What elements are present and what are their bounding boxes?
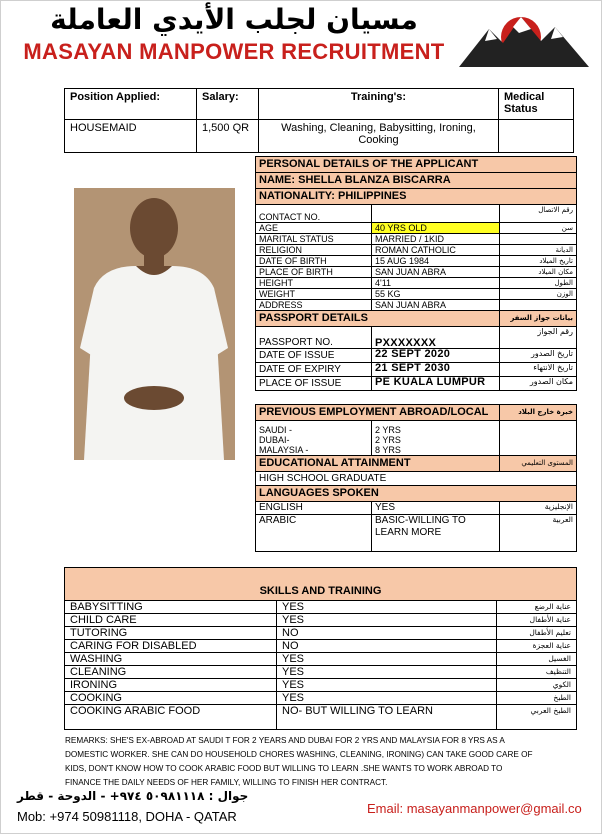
education-value: HIGH SCHOOL GRADUATE bbox=[256, 472, 577, 486]
employment-row: MALAYSIA - 8 YRS bbox=[256, 445, 577, 456]
employment-heading: PREVIOUS EMPLOYMENT ABROAD/LOCAL bbox=[256, 405, 500, 421]
details-table: PERSONAL DETAILS OF THE APPLICANT NAME: SHELLA BLANZA BISCARRA NATIONALITY: PHILIPPINES CONTACT NO. رقم الاتصال AGE 40 YRS OLD سن MARITAL STATUS MARRIED / 1KID RELIGION ROMAN CATHOLIC الديانة DATE OF BIRTH 15 AUG 1984 تاريخ الميلاد PLACE OF BIRTH SAN JUAN ABRA مكان الميلاد HEIGHT 4'11 الطول WEIGHT 55 KG الوزن ADDRESS SAN JUAN ABRA PASSPORT DETAILS بيانات جواز السفر PASSPORT NO. PXXXXXXX رقم الجواز DATE OF ISSUE 22 SEPT 2020 تاريخ الصدور DATE OF EXPIRY 21 SEPT 2030 تاريخ الانتهاء PLACE OF ISSUE PE KUALA LUMPUR مكان الصدور PREVIOUS EMPLOYMENT ABROAD/LOCAL خبرة خارج البلاد SAUDI - 2 YRS DUBAI- 2 YRS MALAYSIA - 8 YRS EDUCATIONAL ATTAINMENT المستوى التعليمي HIGH SCHOOL GRADUATE LANGUAGES SPOKEN ENGLISH YES الإنجليزية ARABIC BASIC-WILLING TO LEARN MORE العربية bbox=[255, 156, 577, 552]
education-heading: EDUCATIONAL ATTAINMENT bbox=[256, 456, 500, 472]
skill-row: BABYSITTING YES عناية الرضع bbox=[65, 601, 577, 614]
skills-table bbox=[64, 567, 577, 730]
passport-row: PASSPORT NO. PXXXXXXX رقم الجواز bbox=[256, 327, 577, 349]
skills-heading: SKILLS AND TRAINING bbox=[65, 568, 577, 601]
employment-row: SAUDI - 2 YRS bbox=[256, 421, 577, 436]
detail-row: CONTACT NO. رقم الاتصال bbox=[256, 205, 577, 223]
footer-contact-arabic: جوال : ٥٠٩٨١١١٨ ٩٧٤+ - الدوحة - قطر bbox=[17, 789, 249, 803]
applicant-photo bbox=[74, 188, 235, 460]
skill-row: COOKING YES الطبخ bbox=[65, 692, 577, 705]
detail-row: RELIGION ROMAN CATHOLIC الديانة bbox=[256, 245, 577, 256]
skill-row: TUTORING NO تعليم الأطفال bbox=[65, 627, 577, 640]
skill-row: WASHING YES الغسيل bbox=[65, 653, 577, 666]
passport-number: PXXXXXXX bbox=[372, 327, 500, 349]
age-highlight: 40 YRS OLD bbox=[372, 223, 500, 234]
detail-row: HEIGHT 4'11 الطول bbox=[256, 278, 577, 289]
personal-heading: PERSONAL DETAILS OF THE APPLICANT bbox=[256, 157, 577, 173]
agency-name-arabic: مسيان لجلب الأيدي العاملة bbox=[50, 3, 418, 36]
applicant-nationality: NATIONALITY: PHILIPPINES bbox=[256, 189, 577, 205]
footer-email: Email: masayanmanpower@gmail.co bbox=[367, 801, 582, 816]
agency-name: MASAYAN MANPOWER RECRUITMENT bbox=[23, 39, 445, 64]
footer-mobile: Mob: +974 50981118, DOHA - QATAR bbox=[17, 809, 237, 824]
medical-label: Medical Status bbox=[499, 89, 574, 120]
applicant-name: NAME: SHELLA BLANZA BISCARRA bbox=[256, 173, 577, 189]
skill-row: CARING FOR DISABLED NO عناية العجزة bbox=[65, 640, 577, 653]
mountain-logo-icon bbox=[459, 7, 589, 69]
languages-heading: LANGUAGES SPOKEN bbox=[256, 486, 577, 502]
language-row: ARABIC BASIC-WILLING TO LEARN MORE العربية bbox=[256, 515, 577, 552]
passport-row: DATE OF EXPIRY 21 SEPT 2030 تاريخ الانتهاء bbox=[256, 363, 577, 377]
detail-row: PLACE OF BIRTH SAN JUAN ABRA مكان الميلاد bbox=[256, 267, 577, 278]
position-table bbox=[64, 88, 574, 153]
detail-row: AGE 40 YRS OLD سن bbox=[256, 223, 577, 234]
skill-row: COOKING ARABIC FOOD NO- BUT WILLING TO LEARN الطبخ العربي bbox=[65, 705, 577, 730]
detail-row: WEIGHT 55 KG الوزن bbox=[256, 289, 577, 300]
training-value: Washing, Cleaning, Babysitting, Ironing, Cooking bbox=[259, 120, 499, 153]
detail-row: DATE OF BIRTH 15 AUG 1984 تاريخ الميلاد bbox=[256, 256, 577, 267]
training-label: Training's: bbox=[259, 89, 499, 120]
passport-heading: PASSPORT DETAILS bbox=[256, 311, 500, 327]
skill-row: CHILD CARE YES عناية الأطفال bbox=[65, 614, 577, 627]
salary-value: 1,500 QR bbox=[197, 120, 259, 153]
skill-row: IRONING YES الكوي bbox=[65, 679, 577, 692]
position-label: Position Applied: bbox=[65, 89, 197, 120]
remarks-text: REMARKS: SHE'S EX-ABROAD AT SAUDI T FOR 2 YEARS AND DUBAI FOR 2 YRS AND MALAYSIA FOR 8 YRS AS A DOMESTIC WORKER. SHE CAN DO HOUSEHOLD CHORES WASHING, CLEANING, IRONING) CAN TAKE GOOD CARE OF KIDS, DON'T KNOW HOW TO COOK ARABIC FOOD BUT WILLING TO LEARN .SHE WANTS TO WORK ABROAD TO FINANCE THE DAILY NEEDS OF HER FAMILY, WILLING TO FINISH HER CONTRACT. bbox=[65, 736, 533, 787]
position-value: HOUSEMAID bbox=[65, 120, 197, 153]
passport-row: PLACE OF ISSUE PE KUALA LUMPUR مكان الصدور bbox=[256, 377, 577, 391]
salary-label: Salary: bbox=[197, 89, 259, 120]
detail-row: ADDRESS SAN JUAN ABRA bbox=[256, 300, 577, 311]
language-row: ENGLISH YES الإنجليزية bbox=[256, 502, 577, 515]
detail-row: MARITAL STATUS MARRIED / 1KID bbox=[256, 234, 577, 245]
skill-row: CLEANING YES التنظيف bbox=[65, 666, 577, 679]
passport-row: DATE OF ISSUE 22 SEPT 2020 تاريخ الصدور bbox=[256, 349, 577, 363]
employment-row: DUBAI- 2 YRS bbox=[256, 435, 577, 445]
medical-value bbox=[499, 120, 574, 153]
